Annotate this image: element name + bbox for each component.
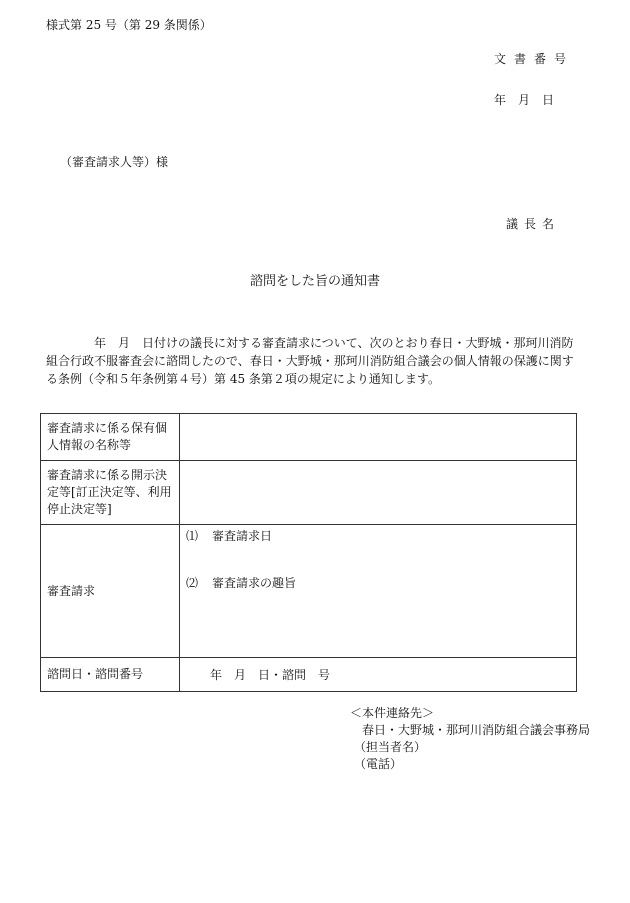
table-row [41,658,577,692]
row-label-request: 審査請求 [41,525,180,658]
form-number: 様式第 25 号（第 29 条関係） [46,18,212,32]
item-number: ⑵ [186,576,199,590]
table-row [41,525,577,658]
contact-block [350,705,590,773]
contact-phone: （電話） [354,757,403,771]
row-label-inquiry: 諮問日・諮問番号 [41,658,180,692]
date-line: 年 月 日 [494,93,555,107]
table-row [41,414,577,461]
item-number: ⑴ [186,529,199,543]
inquiry-date-number: 年 月 日・諮問 号 [210,668,331,682]
contact-office: 春日・大野城・那珂川消防組合議会事務局 [362,723,591,737]
body-text: 年 月 日付けの議長に対する審査請求について、次のとおり春日・大野城・那珂川消防組合行政不服審査会に諮問したので、春日・大野城・那珂川消防組合議会の個人情報の保護に関する条例（令和５年条例第４号）第 45 条第２項の規定により通知します。 [46,336,574,386]
document-title: 諮問をした旨の通知書 [249,274,380,289]
request-purpose-label: 審査請求の趣旨 [212,576,297,590]
contact-heading: ＜本件連絡先＞ [350,706,435,720]
row-label-disclosure-decision: 審査請求に係る開示決定等[訂正決定等、利用停止決定等] [41,461,180,525]
request-date-item [180,527,576,544]
row-value-inquiry [180,658,577,692]
row-value-disclosure-decision [180,461,577,525]
contact-person: （担当者名） [354,740,427,754]
row-label-personal-info: 審査請求に係る保有個人情報の名称等 [41,414,180,461]
addressee: （審査請求人等）様 [60,155,169,169]
row-value-personal-info [180,414,577,461]
row-value-request [180,525,577,658]
table-row [41,461,577,525]
info-table [40,413,577,692]
sender-name: 議長名 [506,217,561,231]
request-date-label: 審査請求日 [212,529,273,543]
document-number-label: 文書番号 [494,52,575,66]
request-purpose-item [180,574,576,591]
